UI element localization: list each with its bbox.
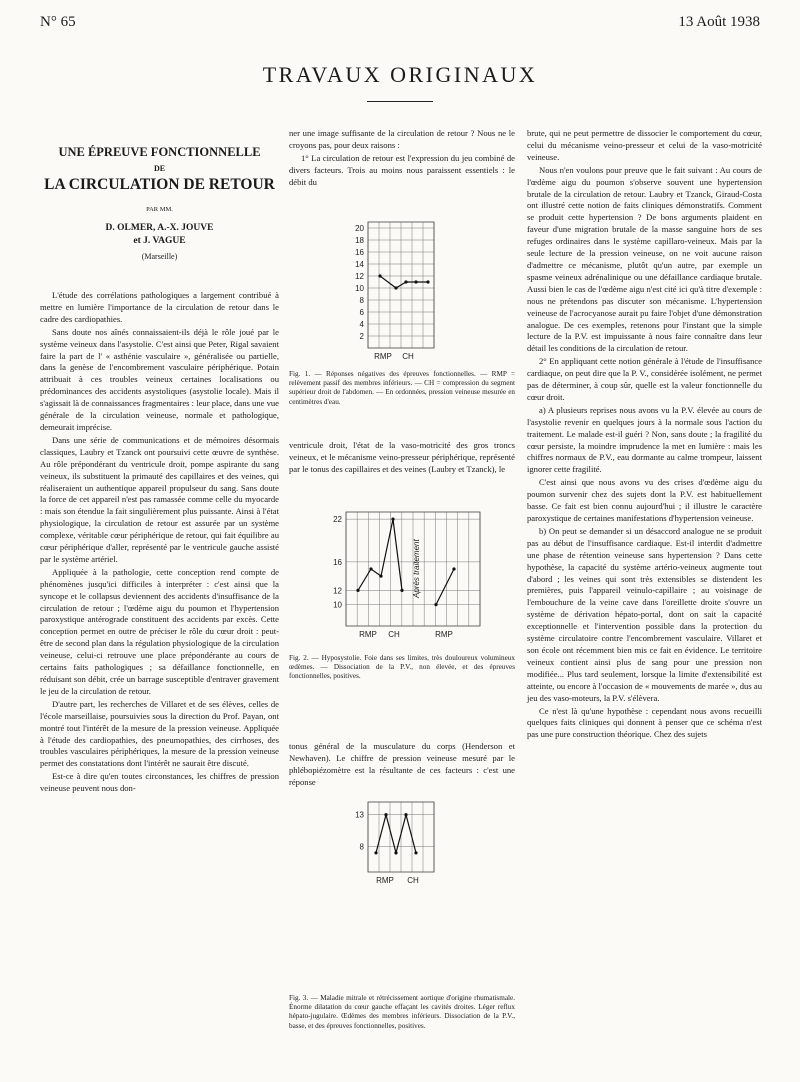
data-point: [452, 567, 455, 570]
data-point: [394, 851, 397, 854]
y-tick-label: 4: [359, 320, 364, 329]
paragraph: ventricule droit, l'état de la vaso-motricité des gros troncs veineux, et le mécanisme veino-presseur périphérique, représenté par le tonus des capillaires et des veines (Laubry et Tzanck), le: [289, 440, 515, 474]
section-title: TRAVAUX ORIGINAUX: [262, 62, 538, 87]
y-tick-label: 10: [333, 600, 342, 610]
y-tick-label: 13: [355, 810, 364, 820]
x-tick-label: RMP: [435, 630, 453, 639]
data-point: [400, 589, 403, 592]
figure-2-caption: Fig. 2. — Hyposystolie. Foie dans ses limites, très douloureux volumineux œdèmes. — Dissociation de la P.V., non élevée, et des épreuves fonctionnelles, positives.: [289, 654, 515, 681]
x-tick-label: RMP: [376, 876, 394, 885]
affiliation: (Marseille): [141, 252, 178, 261]
paragraph: Est-ce à dire qu'en toutes circonstances, les chiffres de pression veineuse peuvent nous don-: [40, 771, 279, 794]
authors-line2: et J. VAGUE: [133, 236, 186, 246]
data-point: [384, 813, 387, 816]
paragraph: b) On peut se demander si un désaccord analogue ne se produit pas au début de l'insuffisance cardiaque. Est-il interdit d'admettre une phase de rétention veineuse sans hypertension ? Dans cette hypothèse, la capacité du système artério-veineux augmente tout d'abord ; les veines qui sont très extensibles se distendent les premières, puis l'appareil veinulo-capillaire ; au voisinage de l'embouchure de la veine cave dans l'oreillette droite s'ouvre un système de dérivation hépato-portal, dont on sait la capacité exceptionnelle et l'intervention possible dans la protection du système circulatoire contre l'encombrement vasculaire. Villaret et son école ont récemment bien mis ce fait en évidence. Le territoire veineux contient ainsi plus de sang pour une pression non modifiée... Plus tard seulement, lorsque la limite d'extensibilité est atteinte, ou encore à l'occasion de « mouvements de marée », dus au jeu des vaso-moteurs, la P.V. s'élèvera.: [527, 525, 762, 703]
series-line: [436, 569, 454, 605]
paragraph: Ce n'est là qu'une hypothèse : cependant nous avons recueilli quelques faits cliniques qui donnent à penser que ce schéma n'est pas une pure construction théorique. Chez des sujets: [527, 705, 762, 740]
paragraph: Dans une série de communications et de mémoires désormais classiques, Laubry et Tzanck ont poursuivi cette œuvre de synthèse. Au rôle prépondérant du ventricule droit, pompe aspirante du sang veineux, ils substituent la primauté des capillaires et des veines, qui réaliseraient un authentique appareil propulseur du sang. Sans doute la force de cet appareil n'est pas ramassée comme celle du myocarde : mais son étendue la fait singulièrement plus puissante. Ainsi à l'état physiologique, la circulation de retour est assurée par un système complexe, véritable cœur périphérique de retour, qui fait équilibre au cœur périphérique d'aller, représenté par le ventricule gauche assisté par le système artériel.: [40, 434, 279, 564]
paragraph: Sans doute nos aînés connaissaient-ils déjà le rôle joué par le système veineux dans l'asystolie. C'est ainsi que Peter, Rigal savaient faire la part de l' « asthénie vasculaire », généralisée ou partielle, dans la genèse de l'encombrement vasculaire périphérique. Potain attribuait à ces troubles veineux certaines localisations ou prédominances des accidents asystoliques (asystolie locale). Mais il s'agissait là de connaissances fragmentaires : leur place, dans une vue générale de la circulation veineuse, normale et pathologique, demeurait imprécise.: [40, 326, 279, 432]
column-2-top: [289, 128, 515, 190]
x-tick-label: CH: [388, 630, 400, 639]
paragraph: tonus général de la musculature du corps (Henderson et Newhaven). Le chiffre de pression veineuse mesuré par le phlébopiézomètre est la résultante de ces facteurs : c'est une réponse: [289, 741, 515, 787]
figure-3-caption: Fig. 3. — Maladie mitrale et rétrécissement aortique d'origine rhumatismale. Énorme dilatation du cœur gauche effaçant les cavités droites. Léger reflux hépato-jugulaire. Œdèmes des membres inférieurs. Dissociation de la P.V., basse, et des épreuves fonctionnelles, positives.: [289, 994, 515, 1030]
data-point: [414, 280, 417, 283]
issue-number: N° 65: [40, 14, 76, 30]
y-tick-label: 22: [333, 515, 342, 525]
article-title-line1: UNE ÉPREUVE FONCTIONNELLE: [58, 145, 261, 159]
paragraph: Appliquée à la pathologie, cette conception rend compte de phénomènes jusqu'ici difficiles à interpréter : c'est ainsi que la syncope et le collapsus deviennent des accidents d'insuffisance de la circulation de retour ; l'œdème aigu du poumon et l'hypertension paroxystique antérograde constituent des accidents par excès. Cette conception permet en outre de préciser le rôle du cœur droit : peut-être de second plan dans la régulation physiologique de la circulation veineuse, celui-ci retrouve une place prépondérante au cours de certains faits pathologiques ; sa défaillance fonctionnelle, en réduisant son débit, crée un barrage susceptible d'entraver gravement le jeu de la circulation de retour.: [40, 566, 279, 696]
data-point: [356, 589, 359, 592]
figure-1-chart: [340, 218, 440, 366]
x-tick-label: RMP: [374, 352, 392, 361]
x-tick-label: CH: [402, 352, 414, 361]
data-point: [404, 280, 407, 283]
figure-2-chart: [326, 508, 486, 650]
y-tick-label: 8: [359, 842, 364, 852]
figure-3-chart: [340, 798, 440, 892]
column-2-middle: [289, 440, 515, 477]
paragraph: C'est ainsi que nous avons vu des crises d'œdème aigu du poumon survenir chez des sujets dont la P.V. est habituellement basse. Ce fait est bien connu aujourd'hui ; il illustre le caractère paroxystique de certaines manifestations d'hypertension veineuse.: [527, 477, 762, 523]
y-tick-label: 8: [359, 296, 364, 305]
article-title-line3: LA CIRCULATION DE RETOUR: [44, 176, 275, 193]
byline-par: PAR MM.: [146, 206, 173, 213]
data-point: [434, 603, 437, 606]
y-tick-label: 14: [355, 260, 364, 269]
paragraph: ner une image suffisante de la circulation de retour ? Nous ne le croyons pas, pour deux raisons :: [289, 128, 515, 150]
data-point: [426, 280, 429, 283]
data-point: [369, 567, 372, 570]
data-point: [391, 518, 394, 521]
data-point: [414, 851, 417, 854]
series-line: [358, 519, 402, 590]
column-1: [40, 290, 279, 796]
y-tick-label: 10: [355, 284, 364, 293]
column-3: [527, 128, 762, 742]
paragraph: 1° La circulation de retour est l'expression du jeu combiné de divers facteurs. Trois au moins nous paraissent essentiels : le débit du: [289, 152, 515, 187]
data-point: [394, 286, 397, 289]
paragraph: brute, qui ne peut permettre de dissocier le comportement du cœur, celui du mécanisme veino-presseur et celui de la vaso-motricité veineuse.: [527, 128, 762, 162]
series-line: [376, 815, 416, 853]
paragraph: L'étude des corrélations pathologiques a largement contribué à mettre en lumière l'importance de la circulation de retour dans le cadre des cardiopathies.: [40, 290, 279, 324]
x-tick-label: RMP: [359, 630, 377, 639]
y-tick-label: 12: [333, 586, 342, 596]
series-line: [380, 276, 428, 288]
y-tick-label: 20: [355, 224, 364, 233]
y-tick-label: 12: [355, 272, 364, 281]
data-point: [374, 851, 377, 854]
annotation-label: Après traitement: [412, 539, 421, 598]
column-2-bottom: [289, 741, 515, 790]
authors-line1: D. OLMER, A.-X. JOUVE: [105, 223, 214, 233]
data-point: [404, 813, 407, 816]
paragraph: a) A plusieurs reprises nous avons vu la P.V. élevée au cours de l'asystolie revenir en quelques jours à la normale sous l'action du traitement. Le malade est-il guéri ? Non, sans doute ; la fragilité du cœur persiste, la moindre imprudence la met en lumière : mais les chiffres normaux de P.V., eau dormante au calme trompeur, laissent ignorer cette fragilité.: [527, 404, 762, 475]
paragraph: 2° En appliquant cette notion générale à l'étude de l'insuffisance cardiaque, on peut dire que la P. V., considérée isolément, ne permet pas de déterminer, à coup sûr, quelle est la valeur fonctionnelle du cœur droit.: [527, 356, 762, 402]
y-tick-label: 2: [359, 332, 364, 341]
y-tick-label: 16: [333, 557, 342, 567]
x-tick-label: CH: [407, 876, 419, 885]
y-tick-label: 16: [355, 248, 364, 257]
figure-1-caption: Fig. 1. — Réponses négatives des épreuves fonctionnelles. — RMP = relèvement passif des membres inférieurs. — CH = compression du segment supérieur droit de l'abdomen. — En ordonnées, pression veineuse mesurée en centimètres d'eau.: [289, 370, 515, 406]
paragraph: D'autre part, les recherches de Villaret et de ses élèves, celles de l'école marseillaise, poursuivies sous la direction du Prof. Payan, ont montré tout l'intérêt de la mesure de la pression veineuse. Appliquée à l'étude des cardiopathies, des pneumopathies, des cirrhoses, des troubles vasculaires périphériques, la mesure de la pression veineuse permet des constatations dont l'intérêt ne saurait être discuté.: [40, 698, 279, 769]
y-tick-label: 6: [359, 308, 364, 317]
article-title-line2: DE: [153, 164, 166, 173]
data-point: [378, 274, 381, 277]
y-tick-label: 18: [355, 236, 364, 245]
title-rule: [367, 101, 433, 102]
issue-date: 13 Août 1938: [678, 14, 760, 30]
paragraph: Nous n'en voulons pour preuve que le fait suivant : Au cours de l'œdème aigu du poumon s'observe souvent une hypertension brutale de la circulation de retour. Laubry et Tzanck, Giraud-Costa ont illustré cette notion de faits cliniques démonstratifs. Comment se produit cette hypertension ? De bons arguments plaident en faveur d'une migration brutale de la masse sanguine hors de ses refuges ordinaires dans le système capillaro-veineux. Mais par la seule lecture de la pression veineuse, on ne voit aucune raison d'admettre ce mécanisme, plutôt qu'un autre, par exemple un spasme veineux adrénalinique ou une défaillance cardiaque brutale. Aussi bien le cas de l'œdème aigu n'est cité ici qu'à titre d'exemple : nous ne prétendons pas discuter son mécanisme. L'hypertension veineuse de l'acrocyanose aurait pu faire l'objet d'une démonstration analogue. De ces exemples, retenons pour l'instant que la simple lecture de la P.V. est impuissante à nous faire connaître dans leur détail les conditions de la circulation de retour.: [527, 164, 762, 354]
data-point: [379, 575, 382, 578]
